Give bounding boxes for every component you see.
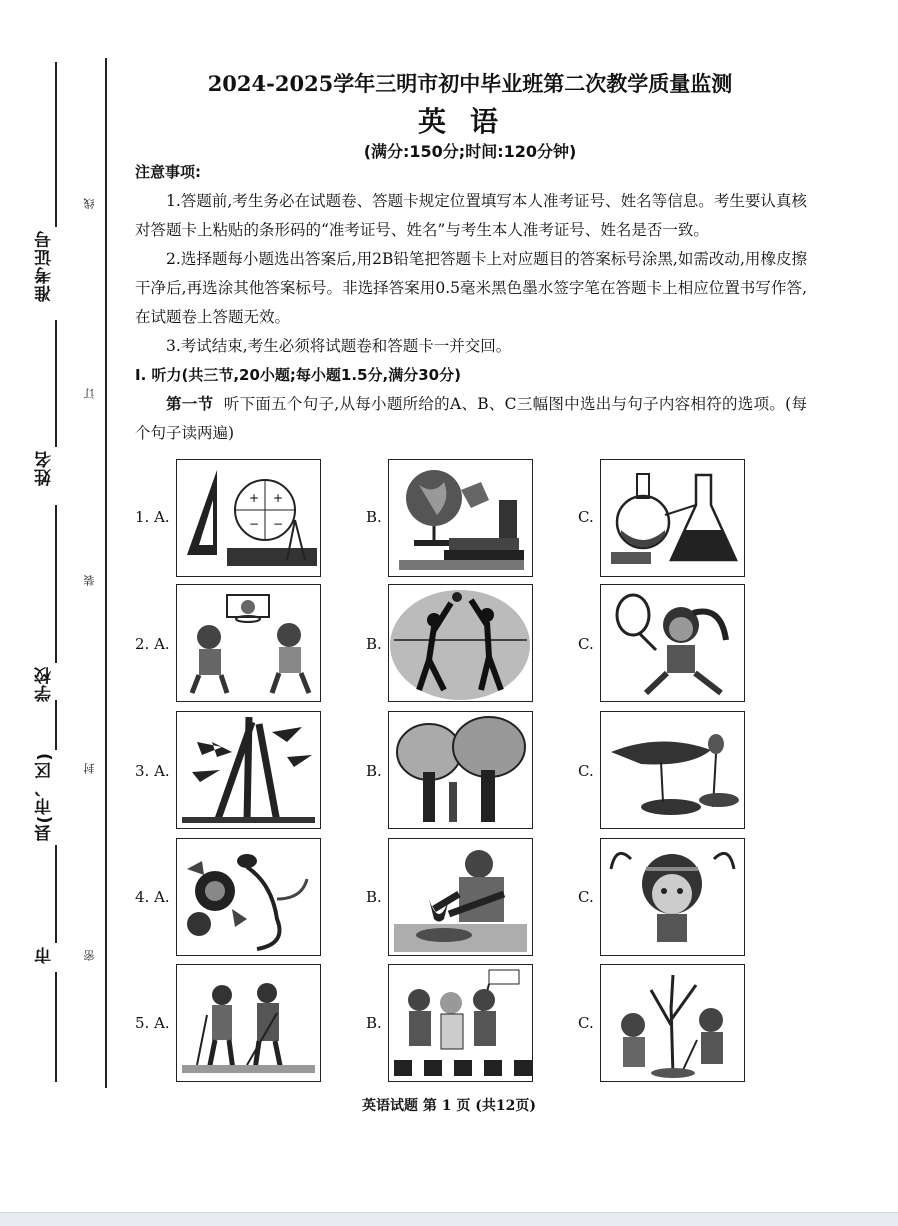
margin-fill-line	[55, 62, 57, 227]
margin-label-name: 姓名	[35, 450, 55, 486]
subject-title: 英语	[417, 105, 522, 138]
part-label: 第一节	[166, 395, 214, 413]
lotus-pond-icon[interactable]	[600, 711, 745, 829]
margin-label-exam-number: 准考证号	[35, 230, 55, 302]
trees-icon[interactable]	[388, 711, 533, 829]
math-tools-icon[interactable]	[176, 459, 321, 577]
notes-heading: 注意事项:	[135, 163, 201, 181]
question-label: 3. A.	[135, 762, 170, 780]
binding-line	[105, 58, 107, 1088]
margin-label-county: 县(市、区)	[35, 752, 55, 842]
note-item: 3.考试结束,考生必须将试题卷和答题卡一并交回。	[166, 337, 512, 355]
margin-fill-line	[55, 320, 57, 447]
globe-books-icon[interactable]	[388, 459, 533, 577]
question-label: C.	[578, 1014, 594, 1032]
viewer-bottom-strip	[0, 1212, 898, 1226]
margin-label-city: 市	[35, 946, 55, 964]
note-item: 2.选择题每小题选出答案后,用2B铅笔把答题卡上对应题目的答案标号涂黑,如需改动,用橡皮擦干净后,再选涂其他答案标号。非选择答案用0.5毫米黑色墨水签字笔在答题卡上相应位置书写作答,在试题卷上答题无效。	[135, 250, 807, 326]
question-label: B.	[366, 1014, 382, 1032]
margin-fill-line	[55, 505, 57, 663]
tree-planting-icon[interactable]	[600, 964, 745, 1082]
binder-mark: 订	[83, 388, 96, 399]
volunteers-crossing-icon[interactable]	[388, 964, 533, 1082]
question-label: 1. A.	[135, 508, 170, 526]
binder-mark: 线	[83, 198, 96, 209]
margin-label-school: 学校	[35, 666, 55, 702]
sweeping-workers-icon[interactable]	[176, 964, 321, 1082]
question-label: C.	[578, 762, 594, 780]
question-label: 2. A.	[135, 635, 170, 653]
svg-text:−: −	[273, 517, 284, 531]
binder-mark: 装	[83, 575, 96, 586]
margin-fill-line	[55, 972, 57, 1082]
basketball-kids-icon[interactable]	[176, 584, 321, 702]
question-label: B.	[366, 888, 382, 906]
pottery-making-icon[interactable]	[388, 838, 533, 956]
question-label: B.	[366, 508, 382, 526]
section-heading: I. 听力(共三节,20小题;每小题1.5分,满分30分)	[135, 366, 461, 384]
question-label: 5. A.	[135, 1014, 170, 1032]
note-item: 1.答题前,考生务必在试题卷、答题卡规定位置填写本人准考证号、姓名等信息。考生要认真核对答题卡上粘贴的条形码的“准考证号、姓名”与考生本人准考证号、姓名是否一致。	[135, 192, 807, 239]
lab-flasks-icon[interactable]	[600, 459, 745, 577]
svg-text:+: +	[249, 491, 260, 505]
opera-mask-icon[interactable]	[600, 838, 745, 956]
question-label: C.	[578, 888, 594, 906]
question-label: B.	[366, 635, 382, 653]
question-label: 4. A.	[135, 888, 170, 906]
question-label: B.	[366, 762, 382, 780]
question-label: C.	[578, 508, 594, 526]
notes-block	[135, 158, 807, 448]
score-time: (满分:150分;时间:120分钟)	[363, 142, 577, 161]
page-footer: 英语试题 第 1 页 (共12页)	[362, 1098, 536, 1114]
bamboo-icon[interactable]	[176, 711, 321, 829]
margin-fill-line	[55, 700, 57, 750]
exam-title: 2024-2025学年三明市初中毕业班第二次教学质量监测	[207, 71, 733, 96]
question-label: C.	[578, 635, 594, 653]
margin-fill-line	[55, 845, 57, 943]
tennis-girl-icon[interactable]	[600, 584, 745, 702]
volleyball-players-icon[interactable]	[388, 584, 533, 702]
svg-text:−: −	[249, 517, 260, 531]
svg-text:+: +	[273, 491, 284, 505]
binder-mark: 封	[83, 763, 96, 774]
instruction-text: 听下面五个句子,从每小题所给的A、B、C三幅图中选出与句子内容相符的选项。(每个句子读两遍)	[135, 395, 807, 442]
binder-mark: 密	[83, 950, 96, 961]
peony-bird-painting-icon[interactable]	[176, 838, 321, 956]
section-instruction	[135, 390, 807, 448]
